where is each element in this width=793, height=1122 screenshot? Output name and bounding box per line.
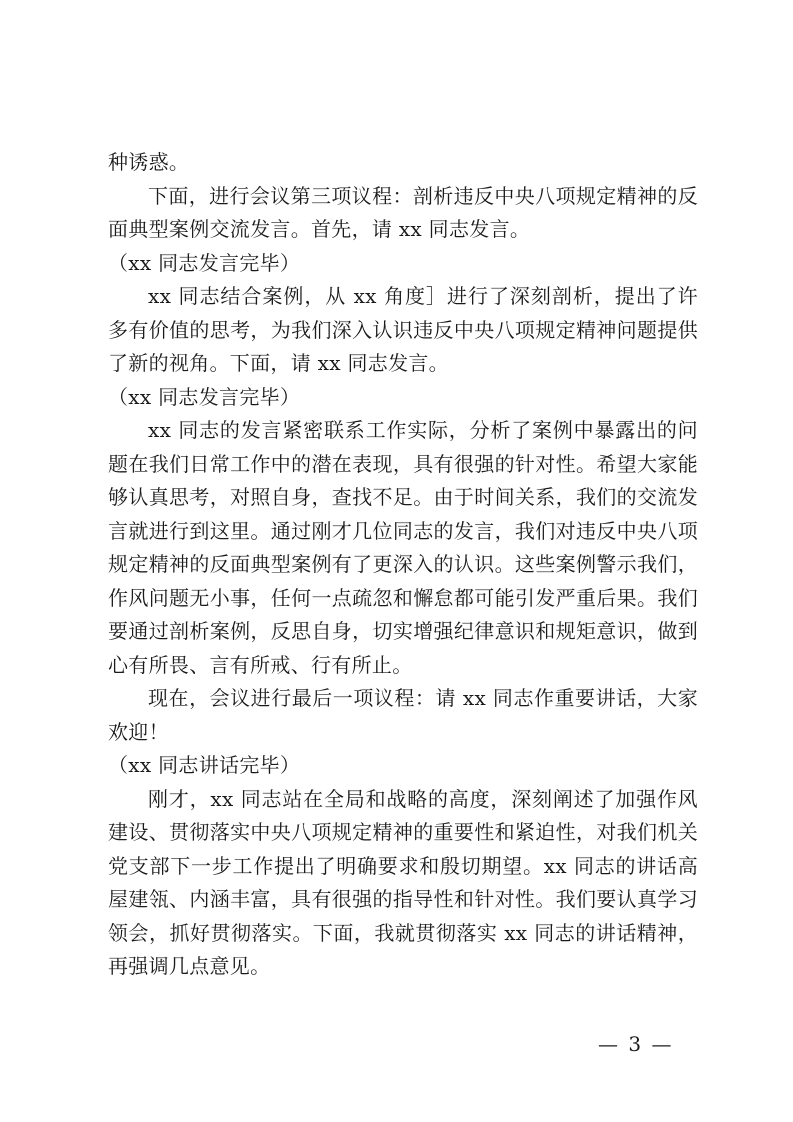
stage-note-speech-finished-2: （xx 同志发言完毕）: [108, 384, 301, 409]
paragraph-comment-first-speaker: xx 同志结合案例，从 xx 角度］进行了深刻剖析，提出了许多有价值的思考，为我们深入认识违反中央八项规定精神问题提供了新的视角。下面，请 xx 同志发言。: [108, 284, 698, 375]
paragraph-final-agenda: 现在，会议进行最后一项议程：请 xx 同志作重要讲话，大家欢迎！: [108, 686, 698, 744]
paragraph-closing-remarks: 刚才，xx 同志站在全局和战略的高度，深刻阐述了加强作风建设、贯彻落实中央八项规定精神的重要性和紧迫性，对我们机关党支部下一步工作提出了明确要求和殷切期望。xx 同志的讲话高屋建瓴、内涵丰富，具有很强的指导性和针对性。我们要认真学习领会，抓好贯彻落实。下面，我就贯彻落实 xx 同志的讲话精神，再强调几点意见。: [108, 786, 698, 978]
stage-note-speech-finished-3: （xx 同志讲话完毕）: [108, 753, 301, 777]
stage-note-speech-finished-1: （xx 同志发言完毕）: [108, 250, 301, 275]
page-number: — 3 —: [598, 1032, 674, 1056]
paragraph-continuation: 种诱惑。: [108, 150, 190, 174]
paragraph-agenda-three: 下面，进行会议第三项议程：剖析违反中央八项规定精神的反面典型案例交流发言。首先，请 xx 同志发言。: [108, 183, 698, 241]
paragraph-summary-exchange: xx 同志的发言紧密联系工作实际，分析了案例中暴露出的问题在我们日常工作中的潜在表现，具有很强的针对性。希望大家能够认真思考，对照自身，查找不足。由于时间关系，我们的交流发言就进行到这里。通过刚才几位同志的发言，我们对违反中央八项规定精神的反面典型案例有了更深入的认识。这些案例警示我们，作风问题无小事，任何一点疏忽和懈怠都可能引发严重后果。我们要通过剖析案例，反思自身，切实增强纪律意识和规矩意识，做到心有所畏、言有所戒、行有所止。: [108, 418, 698, 677]
document-body: [108, 146, 698, 984]
